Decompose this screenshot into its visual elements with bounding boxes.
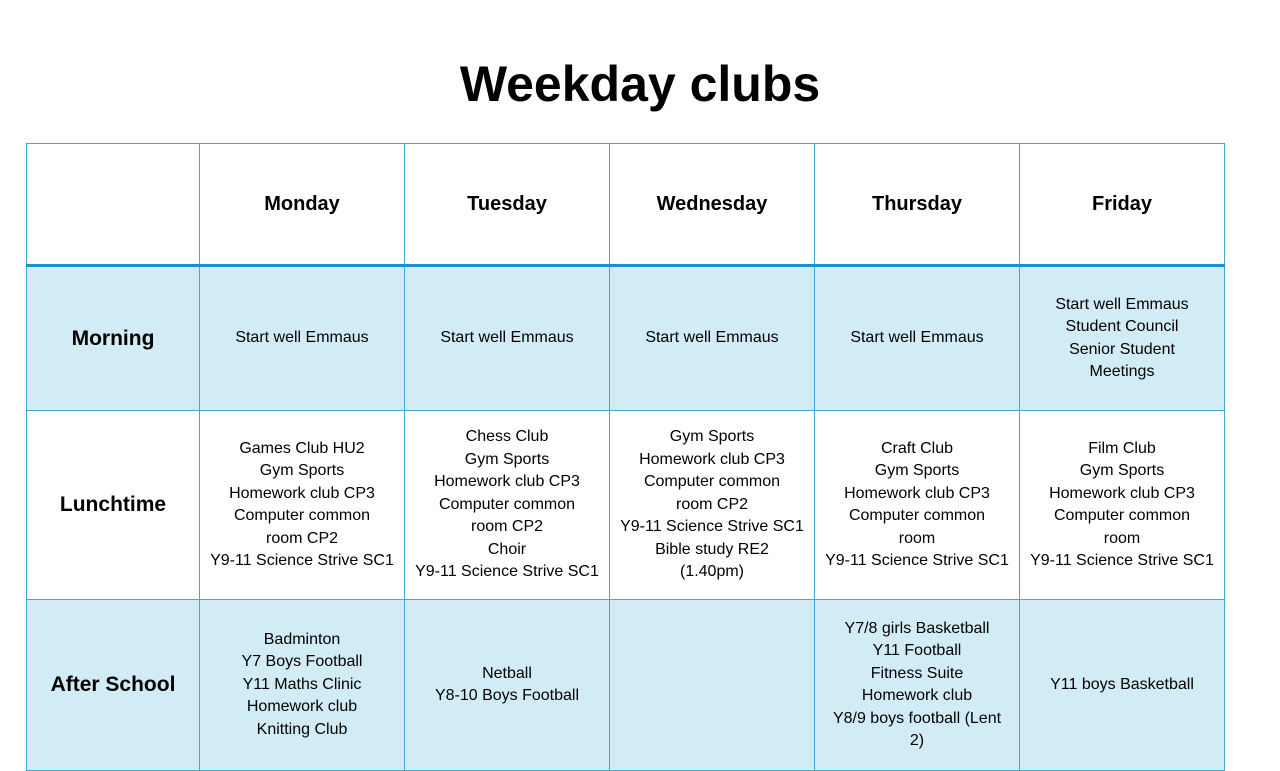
after-school-friday-cell (1020, 600, 1225, 771)
club-entry: Computer common (1053, 507, 1191, 524)
club-entry: 2) (909, 732, 925, 749)
after-school-monday-cell (200, 600, 405, 771)
club-entry: Gym Sports (874, 462, 960, 479)
club-entry: Y7/8 girls Basketball (844, 619, 990, 637)
weekday-clubs-table (26, 143, 1225, 771)
club-entry: Student Council (1065, 318, 1179, 335)
club-entry: Start well Emmaus (235, 329, 369, 347)
lunchtime-tuesday-cell (405, 411, 610, 600)
club-entry: Craft Club (880, 439, 954, 457)
slide-title: Weekday clubs (459, 56, 821, 112)
morning-friday-cell (1020, 266, 1225, 411)
morning-wednesday-cell (610, 266, 815, 411)
club-entry: Start well Emmaus (440, 329, 574, 347)
club-entry: Computer common (848, 507, 986, 524)
club-entry: Fitness Suite (870, 664, 964, 682)
after-school-wednesday-cell (610, 600, 815, 771)
club-entry: Y7 Boys Football (241, 653, 363, 671)
club-entry: Gym Sports (669, 428, 755, 446)
club-entry: Gym Sports (464, 450, 550, 468)
club-entry: Homework club (246, 698, 358, 716)
club-entry: Choir (487, 540, 527, 558)
lunchtime-friday-cell (1020, 411, 1225, 600)
club-entry: room CP2 (675, 495, 749, 513)
morning-monday-cell (200, 266, 405, 411)
club-entry: Y9-11 Science Strive SC1 (210, 552, 394, 569)
row-label-morning: Morning (27, 266, 200, 411)
club-entry: Y8/9 boys football (Lent (832, 709, 1002, 727)
club-entry: Y9-11 Science Strive SC1 (620, 518, 804, 536)
morning-tuesday-cell (405, 266, 610, 411)
after-school-row (27, 600, 1225, 771)
club-entry: Homework club CP3 (1049, 484, 1195, 502)
club-entry: room (1103, 529, 1141, 547)
club-entry: Computer common (233, 507, 371, 524)
club-entry: Gym Sports (1079, 462, 1165, 479)
club-entry: Y9-11 Science Strive SC1 (415, 563, 599, 581)
club-entry: Y11 Maths Clinic (242, 675, 362, 693)
club-entry: Homework club CP3 (229, 484, 375, 502)
lunchtime-monday-cell (200, 411, 405, 600)
morning-thursday-cell (815, 266, 1020, 411)
day-header-tuesday: Tuesday (405, 144, 610, 266)
club-entry: Y11 Football (872, 642, 962, 659)
club-entry: Games Club HU2 (239, 439, 365, 457)
club-entry: Gym Sports (259, 462, 345, 479)
club-entry: Bible study RE2 (655, 540, 769, 558)
club-entry: Homework club (861, 687, 973, 704)
club-entry: room CP2 (265, 529, 339, 547)
club-entry: Film Club (1088, 439, 1156, 457)
corner-cell (27, 144, 200, 266)
club-entry: Knitting Club (256, 720, 348, 738)
club-entry: Homework club CP3 (844, 484, 990, 502)
club-entry: Chess Club (465, 428, 549, 446)
club-entry: Y8-10 Boys Football (434, 687, 580, 704)
club-entry: Senior Student (1069, 340, 1175, 358)
day-header-thursday: Thursday (815, 144, 1020, 266)
club-entry: (1.40pm) (679, 563, 745, 581)
club-entry: Start well Emmaus (850, 329, 984, 347)
club-entry: Homework club CP3 (434, 473, 580, 491)
club-entry: Computer common (643, 473, 781, 491)
after-school-thursday-cell (815, 600, 1020, 771)
day-header-wednesday: Wednesday (610, 144, 815, 266)
club-entry: Y9-11 Science Strive SC1 (1030, 552, 1214, 569)
club-entry: Badminton (263, 630, 341, 648)
morning-row (27, 266, 1225, 411)
day-header-monday: Monday (200, 144, 405, 266)
club-entry: Netball (482, 664, 532, 682)
club-entry: Start well Emmaus (645, 329, 779, 347)
club-entry: Meetings (1089, 363, 1155, 380)
lunchtime-wednesday-cell (610, 411, 815, 600)
row-label-lunchtime: Lunchtime (27, 411, 200, 600)
day-header-friday: Friday (1020, 144, 1225, 266)
club-entry: Y11 boys Basketball (1050, 675, 1194, 693)
club-entry: Start well Emmaus (1055, 295, 1189, 313)
club-entry: Y9-11 Science Strive SC1 (825, 552, 1009, 569)
club-entry: Computer common (438, 495, 576, 513)
lunchtime-thursday-cell (815, 411, 1020, 600)
lunchtime-row (27, 411, 1225, 600)
club-entry: room CP2 (470, 518, 544, 536)
row-label-after-school: After School (27, 600, 200, 771)
club-entry: Homework club CP3 (639, 450, 785, 468)
club-entry: room (898, 529, 936, 547)
after-school-tuesday-cell (405, 600, 610, 771)
header-row (27, 144, 1225, 266)
